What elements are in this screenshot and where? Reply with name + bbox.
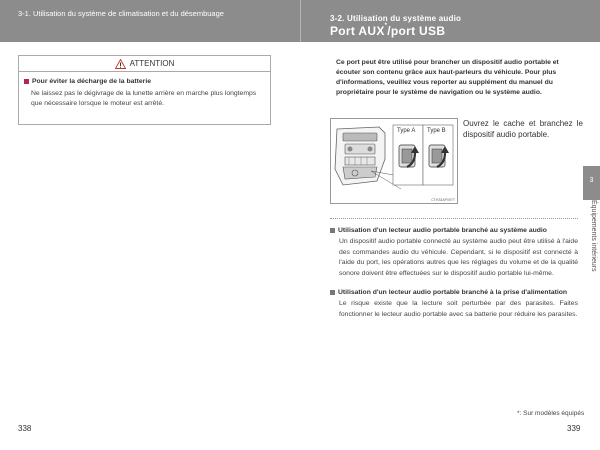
aux-port-figure	[330, 118, 458, 204]
figure-label-type-a: Type A	[397, 128, 416, 134]
attention-subtitle-text: Pour éviter la décharge de la batterie	[32, 78, 151, 85]
page-number-right: 339	[567, 424, 581, 433]
chapter-label: Équipements intérieurs	[590, 200, 597, 272]
attention-subtitle	[24, 78, 151, 85]
page-title	[330, 24, 445, 38]
section-title	[330, 227, 578, 234]
section-title-text: Utilisation d'un lecteur audio portable branché à la prise d'alimentation	[338, 289, 568, 296]
section-body: Un dispositif audio portable connecté au système audio peut être utilisé à l'aide des commandes audio du véhicule. Cependant, si le dispositif est connecté à l'aide du port, les opérations autres que les réglages du volume et de la qualité sonore doivent être effectuées sur le dispositif audio portable lui-même.	[339, 238, 578, 277]
page-number-left: 338	[18, 424, 32, 433]
section-audio-system	[330, 227, 578, 279]
section-title-text: Utilisation d'un lecteur audio portable branché au système audio	[338, 227, 547, 234]
right-page-breadcrumb: 3-2. Utilisation du système audio	[330, 14, 462, 23]
section-title	[330, 289, 578, 296]
page-title-suffix: /port USB	[387, 24, 446, 38]
figure-code: CTH33AP097T	[431, 198, 455, 202]
intro-box	[330, 55, 578, 111]
page-title-main: Port AUX	[330, 24, 385, 38]
attention-heading: ATTENTION	[129, 59, 175, 68]
left-page-breadcrumb: 3-1. Utilisation du système de climatisation et du désembuage	[18, 9, 224, 18]
warning-triangle-icon	[115, 59, 126, 69]
attention-text: Ne laissez pas le dégivrage de la lunette arrière en marche plus longtemps que nécessaire lorsque le moteur est arrêté.	[31, 90, 257, 107]
section-divider	[330, 218, 578, 219]
attention-box	[18, 55, 271, 125]
section-power-outlet	[330, 289, 578, 320]
page-gutter	[300, 0, 301, 42]
intro-text: Ce port peut être utilisé pour brancher un dispositif audio portable et écouter son contenu grâce aux haut-parleurs du véhicule. Pour plus d'informations, veuillez vous reporter au supplément du manuel du propriétaire pour le système de navigation ou le système audio.	[336, 59, 559, 96]
chapter-number: 3	[589, 177, 594, 184]
page-title-asterisk: *	[384, 23, 388, 29]
figure-label-type-b: Type B	[427, 128, 446, 134]
footnote: *: Sur modèles équipés	[517, 410, 585, 417]
bullet-square-icon	[330, 228, 335, 233]
section-body: Le risque existe que la lecture soit perturbée par des parasites. Faites fonctionner le lecteur audio portable avec sa batterie pour réduire les parasites.	[339, 300, 578, 318]
chapter-tab	[583, 166, 600, 200]
bullet-square-icon	[24, 79, 29, 84]
figure-instruction: Ouvrez le cache et branchez le dispositif audio portable.	[463, 119, 583, 139]
attention-header	[19, 56, 270, 72]
bullet-square-icon	[330, 290, 335, 295]
